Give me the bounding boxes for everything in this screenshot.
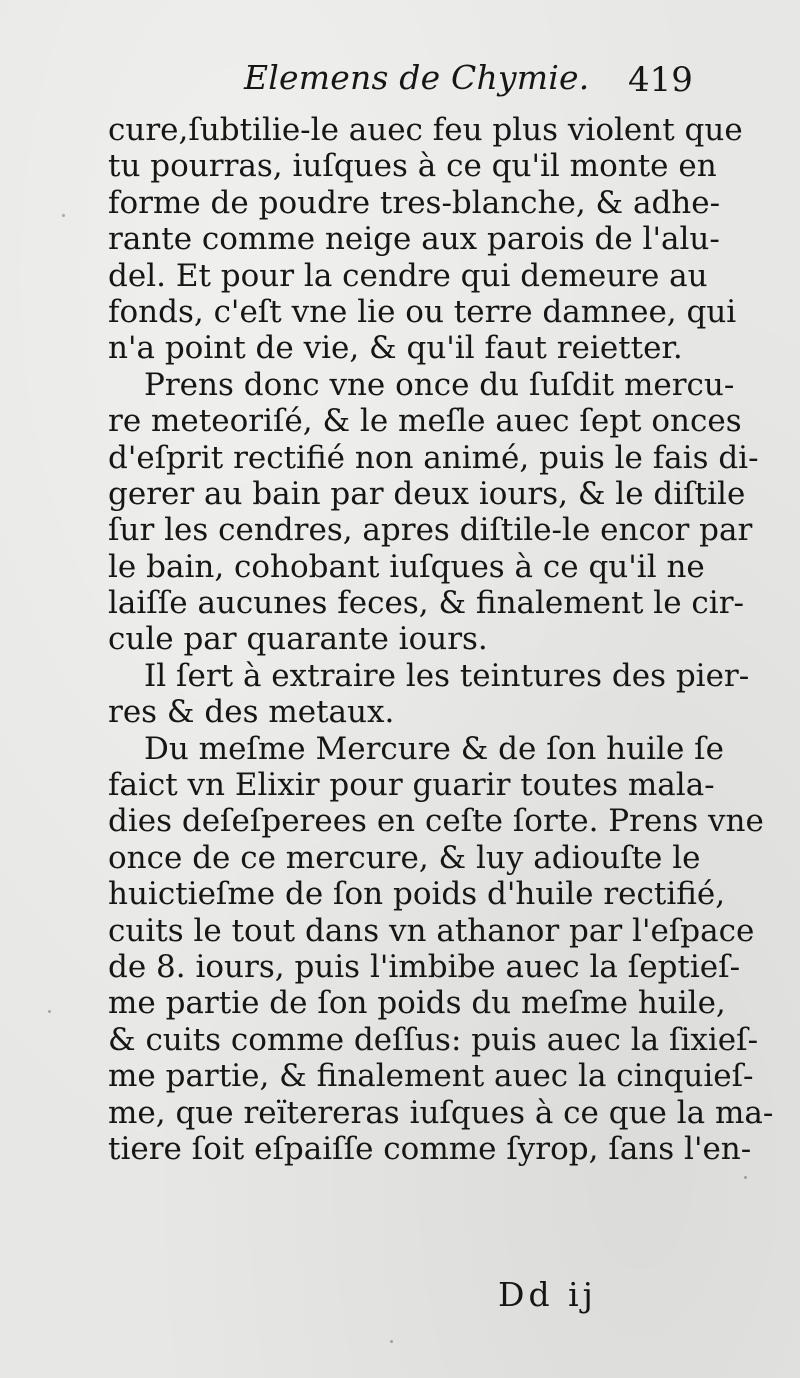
text-line: huictieſme de ſon poids d'huile rectifié, [108,876,726,913]
text-line: me, que reïtereras iuſques à ce que la ma- [108,1094,774,1131]
text-line: tu pourras, iuſques à ce qu'il monte en [108,148,717,185]
text-line: ſur les cendres, apres diſtile-le encor par [108,512,753,549]
text-line: once de ce mercure, & luy adiouſte le [108,839,701,876]
text-line: forme de poudre tres-blanche, & adhe- [108,184,721,221]
text-line: faict vn Elixir pour guarir toutes mala- [108,767,715,804]
text-line: tiere ſoit eſpaiſſe comme ſyrop, ſans l'en- [108,1130,752,1167]
text-line: laiſſe aucunes feces, & finalement le cir- [108,585,744,622]
text-line: cuits le tout dans vn athanor par l'eſpace [108,912,755,949]
body-text [108,112,774,1167]
text-line: d'eſprit rectifié non animé, puis le fais di- [108,439,759,476]
paper-speck [390,1340,393,1343]
text-line: de 8. iours, puis l'imbibe auec la ſeptieſ- [108,948,741,985]
text-line: del. Et pour la cendre qui demeure au [108,257,708,294]
paper-speck [744,1176,747,1179]
text-line: cule par quarante iours. [108,621,488,658]
paper-speck [731,452,734,455]
signature-mark: Dd ij [498,1275,597,1314]
page-header [0,58,800,108]
paper-speck [48,1010,51,1013]
text-line: gerer au bain par deux iours, & le diſtile [108,475,746,512]
page-number: 419 [628,60,693,100]
running-title: Elemens de Chymie. [244,58,590,97]
text-line: dies deſeſperees en ceſte ſorte. Prens vne [108,803,764,840]
text-line: n'a point de vie, & qu'il faut reietter. [108,330,683,367]
text-line: rante comme neige aux parois de l'alu- [108,221,720,258]
text-line: res & des metaux. [108,694,395,731]
text-line: & cuits comme deſſus: puis auec la ſixieſ- [108,1021,759,1058]
text-line: le bain, cohobant iuſques à ce qu'il ne [108,548,705,585]
text-line: me partie de ſon poids du meſme huile, [108,985,726,1022]
text-line: cure,ſubtilie-le auec feu plus violent que [108,112,743,148]
text-line: Prens donc vne once du ſuſdit mercu- [144,366,735,403]
text-line: Il ſert à extraire les teintures des pier- [144,657,750,694]
text-line: Du meſme Mercure & de ſon huile ſe [144,730,724,767]
text-line: me partie, & finalement auec la cinquieſ- [108,1058,754,1095]
text-line: fonds, c'eſt vne lie ou terre damnee, qui [108,293,737,330]
text-line: re meteoriſé, & le meſle auec ſept onces [108,403,742,440]
paper-speck [62,214,65,217]
